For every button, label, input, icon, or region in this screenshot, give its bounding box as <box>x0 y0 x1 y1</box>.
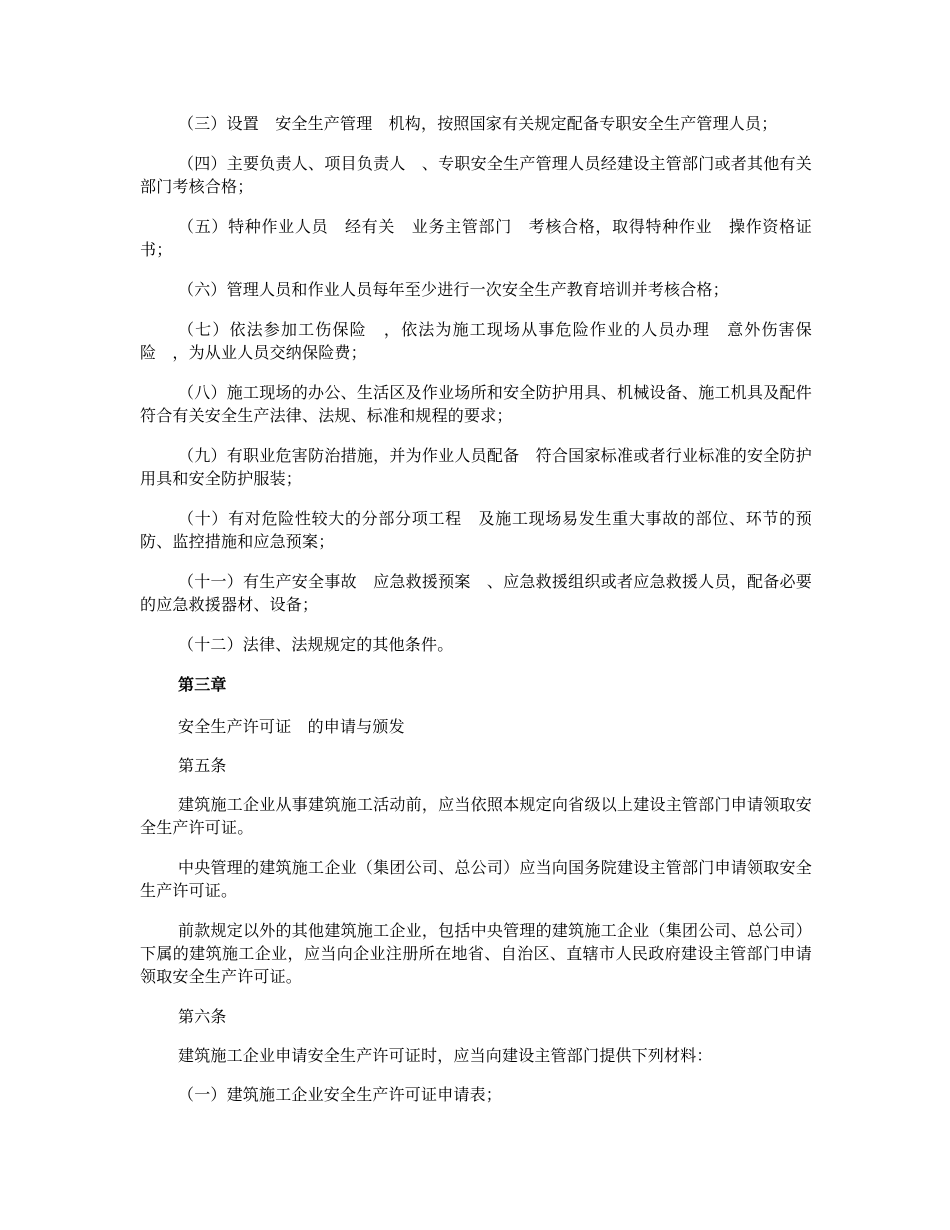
clause-3: （三）设置 安全生产管理 机构，按照国家有关规定配备专职安全生产管理人员； <box>178 114 778 133</box>
clause-5: （五）特种作业人员 经有关 业务主管部门 考核合格，取得特种作业 操作资格证书； <box>140 217 812 259</box>
article-6-title: 第六条 <box>178 1007 227 1026</box>
clause-4: （四）主要负责人、项目负责人 、专职安全生产管理人员经建设主管部门或者其他有关部门考核合格； <box>140 154 812 196</box>
document-body <box>140 112 812 1122</box>
clause-10: （十）有对危险性较大的分部分项工程 及施工现场易发生重大事故的部位、环节的预防、监控措施和应急预案； <box>140 509 812 551</box>
article-5-title: 第五条 <box>178 756 227 775</box>
article-5-paragraph-1: 建筑施工企业从事建筑施工活动前，应当依照本规定向省级以上建设主管部门申请领取安全生产许可证。 <box>140 795 812 837</box>
clause-9: （九）有职业危害防治措施，并为作业人员配备 符合国家标准或者行业标准的安全防护用具和安全防护服装； <box>140 446 812 488</box>
article-5-paragraph-2: 中央管理的建筑施工企业（集团公司、总公司）应当向国务院建设主管部门申请领取安全生产许可证。 <box>140 858 812 900</box>
clause-12: （十二）法律、法规规定的其他条件。 <box>178 635 454 654</box>
clause-8: （八）施工现场的办公、生活区及作业场所和安全防护用具、机械设备、施工机具及配件符合有关安全生产法律、法规、标准和规程的要求； <box>140 383 812 425</box>
clause-11: （十一）有生产安全事故 应急救援预案 、应急救援组织或者应急救援人员，配备必要的应急救援器材、设备； <box>140 572 812 614</box>
chapter-heading: 第三章 <box>178 675 227 694</box>
article-6-item-1: （一）建筑施工企业安全生产许可证申请表； <box>178 1085 503 1104</box>
clause-7: （七）依法参加工伤保险 ，依法为施工现场从事危险作业的人员办理 意外伤害保险 ，为从业人员交纳保险费； <box>140 320 812 362</box>
article-5-paragraph-3: 前款规定以外的其他建筑施工企业，包括中央管理的建筑施工企业（集团公司、总公司）下属的建筑施工企业，应当向企业注册所在地省、自治区、直辖市人民政府建设主管部门申请领取安全生产许可证。 <box>140 921 812 986</box>
chapter-title: 安全生产许可证 的申请与颁发 <box>178 717 405 736</box>
clause-6: （六）管理人员和作业人员每年至少进行一次安全生产教育培训并考核合格； <box>178 280 729 299</box>
article-6-paragraph-1: 建筑施工企业申请安全生产许可证时，应当向建设主管部门提供下列材料： <box>178 1046 713 1065</box>
